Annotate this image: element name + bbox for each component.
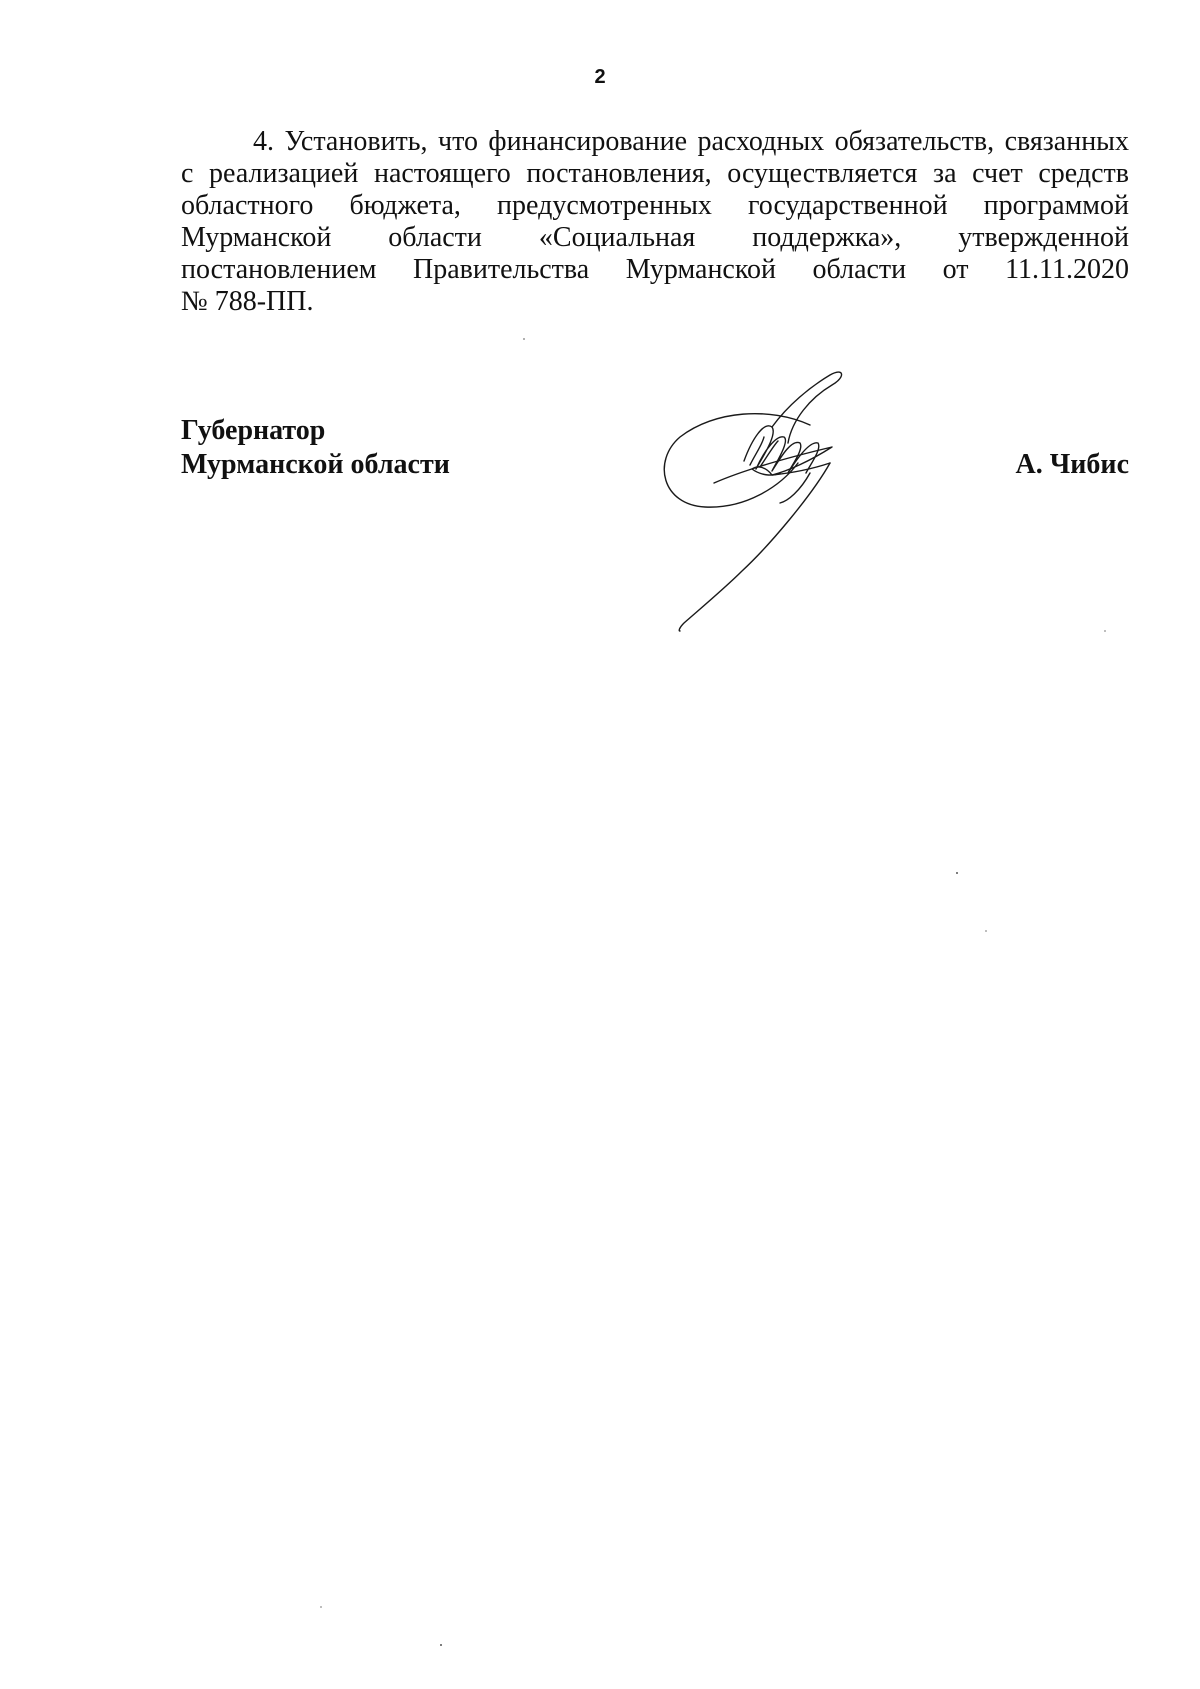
paragraph-line: 4. Установить, что финансирование расходных обязательств, связанных <box>253 126 1129 157</box>
scan-speck <box>985 930 987 932</box>
signatory-title <box>181 414 450 482</box>
paragraph-item-4 <box>181 126 1129 318</box>
signatory-title-line: Губернатор <box>181 415 326 446</box>
paragraph-line: областного бюджета, предусмотренных государственной программой <box>181 190 1129 221</box>
handwritten-signature <box>660 365 920 645</box>
scan-speck <box>523 338 525 340</box>
scan-speck <box>320 1606 322 1608</box>
paragraph-line: постановлением Правительства Мурманской области от 11.11.2020 <box>181 254 1129 285</box>
paragraph-line: Мурманской области «Социальная поддержка», утвержденной <box>181 222 1129 253</box>
scan-speck <box>440 1644 442 1646</box>
page-number: 2 <box>594 66 606 88</box>
scan-speck <box>1104 630 1106 632</box>
paragraph-line: с реализацией настоящего постановления, осуществляется за счет средств <box>181 158 1129 189</box>
signatory-name: А. Чибис <box>1015 449 1129 480</box>
scan-speck <box>956 872 958 874</box>
paragraph-line: № 788-ПП. <box>181 286 314 317</box>
signatory-title-line: Мурманской области <box>181 449 450 480</box>
